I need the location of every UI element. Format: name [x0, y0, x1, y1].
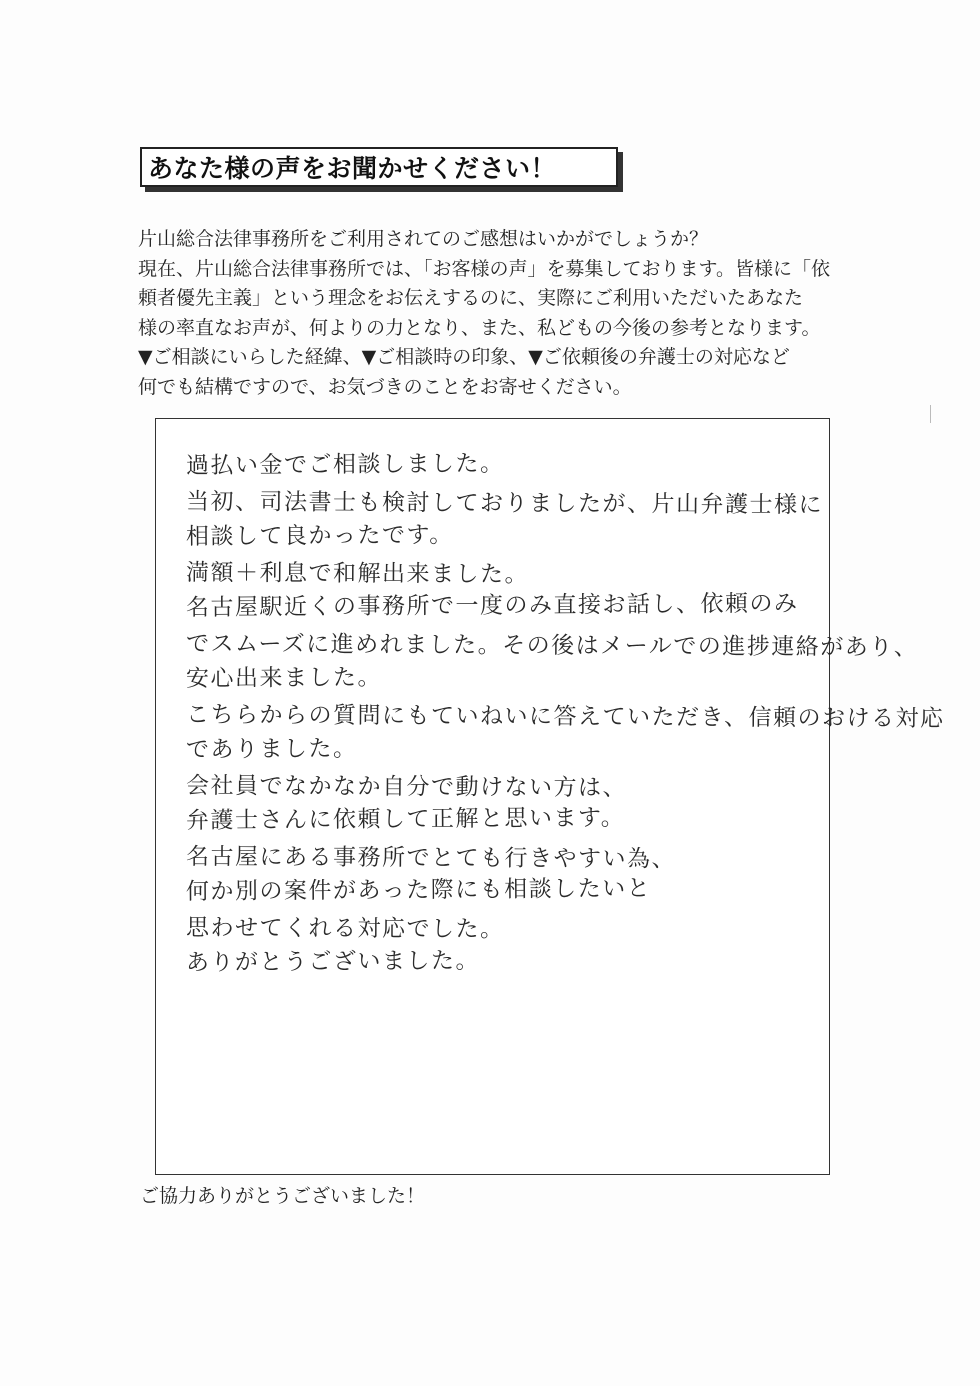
intro-line: 片山総合法律事務所をご利用されてのご感想はいかがでしょうか？	[138, 228, 709, 250]
handwritten-answer	[186, 449, 945, 982]
intro-paragraph	[138, 225, 858, 402]
handwritten-answer-box	[155, 418, 945, 1175]
answer-line: こちらからの質問にもていねいに答えていただき、信頼のおける対応	[185, 701, 945, 732]
answer-line: 満額＋利息で和解出来ました。	[185, 559, 530, 588]
answer-line: 名古屋駅近くの事務所で一度のみ直接お話し、依頼のみ	[185, 590, 799, 621]
intro-line: 頼者優先主義」という理念をお伝えするのに、実際にご利用いただいたあなた	[138, 287, 804, 309]
page-title: あなた様の声をお聞かせください！	[148, 154, 557, 183]
answer-line: 安心出来ました。	[185, 664, 383, 692]
scan-edge-mark	[930, 405, 931, 423]
answer-line: 何か別の案件があった際にも相談したいと	[185, 875, 652, 905]
intro-line: ▼ご相談にいらした経緯、▼ご相談時の印象、▼ご依頼後の弁護士の対応など	[138, 346, 790, 368]
answer-line: 相談して良かったです。	[185, 522, 454, 550]
answer-line: でありました。	[185, 735, 358, 763]
answer-line: 名古屋にある事務所でとても行きやすい為、	[185, 843, 677, 873]
answer-line: 思わせてくれる対応でした。	[185, 914, 505, 943]
answer-line: でスムーズに進めれました。その後はメールでの進捗連絡があり、	[185, 630, 919, 661]
answer-line: ありがとうございました。	[185, 947, 481, 976]
answer-line: 当初、司法書士も検討しておりましたが、片山弁護士様に	[185, 488, 824, 518]
answer-line: 過払い金でご相談しました。	[185, 450, 505, 479]
answer-line: 会社員でなかなか自分で動けない方は、	[185, 772, 628, 801]
closing-thanks: ご協力ありがとうございました！	[140, 1185, 426, 1207]
title-banner	[140, 147, 618, 187]
intro-line: 何でも結構ですので、お気づきのことをお寄せください。	[138, 375, 632, 398]
intro-line: 現在、片山総合法律事務所では、「お客様の声」を募集しております。皆様に「依	[138, 257, 830, 280]
answer-line: 弁護士さんに依頼して正解と思います。	[185, 804, 626, 834]
intro-line: 様の率直なお声が、何よりの力となり、また、私どもの今後の参考となります。	[138, 316, 821, 339]
